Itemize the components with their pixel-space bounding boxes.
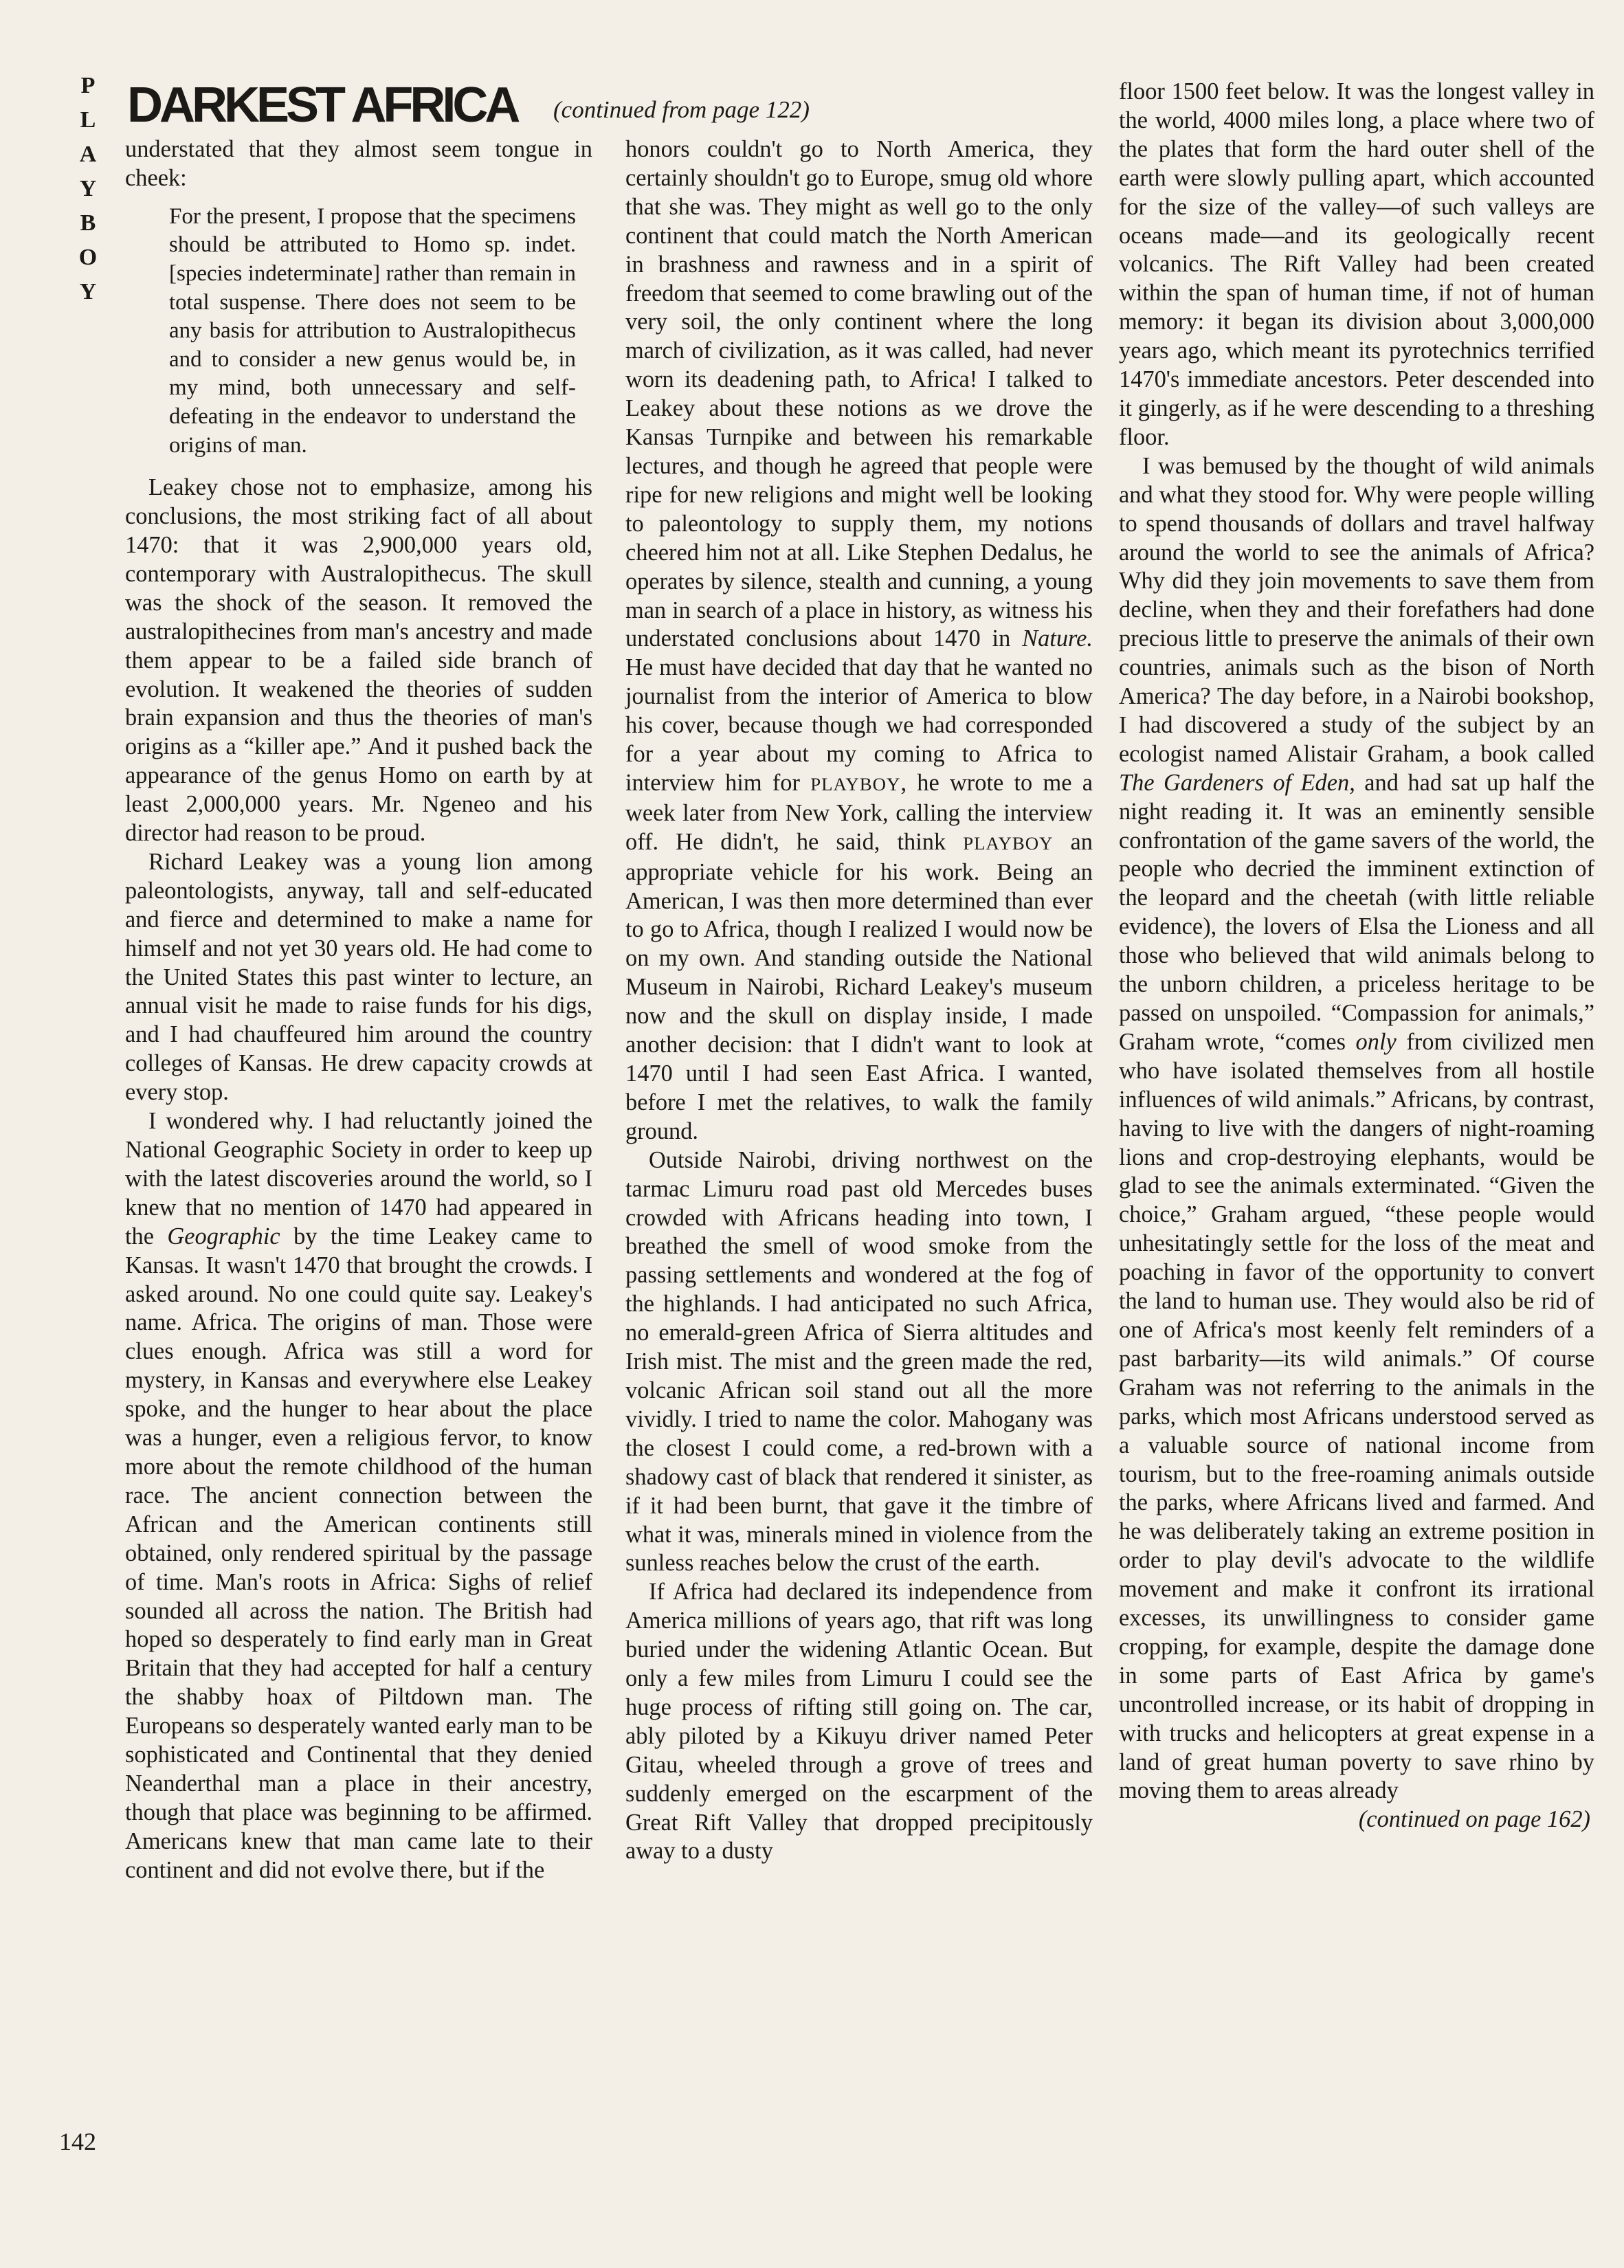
- text-column-2: [625, 135, 1093, 1866]
- text-column-1: [125, 135, 592, 1885]
- masthead-letter: O: [78, 245, 98, 270]
- masthead-playboy: [74, 69, 102, 309]
- block-quote-text: For the present, I propose that the specimens should be attributed to Homo sp. indet. [species indeterminate] rather than remain in total suspense. There does not seem to be any basis for attribution to Australopithecus and to consider a new genus would be, in my mind, both unnecessary and self-defeating in the endeavor to understand the origins of man.: [169, 203, 576, 458]
- page-number: 142: [59, 2128, 96, 2155]
- paragraph: If Africa had declared its independence from America millions of years ago, that rift was long buried under the widening Atlantic Ocean. But only a few miles from Limuru I could see the huge process of rifting still going on. The car, ably piloted by a Kikuyu driver named Peter Gitau, wheeled through a grove of trees and suddenly emerged on the escarpment of the Great Rift Valley that dropped precipitously away to a dusty: [625, 1579, 1093, 1865]
- continued-from-note: (continued from page 122): [553, 96, 810, 123]
- paragraph: honors couldn't go to North America, they certainly shouldn't go to Europe, smug old whore that she was. They might as well go to the only continent that could match the North American in brashness and rawness and in a spirit of freedom that seemed to come brawling out of the very soil, the only continent where the long march of civilization, as it was called, had never worn its deadening path, to Africa! I talked to Leakey about these notions as we drove the Kansas Turnpike and between his remarkable lectures, and though he agreed that people were ripe for new religions and might well be looking to paleontology to supply them, my notions cheered him not at all. Like Stephen Dedalus, he operates by silence, stealth and cunning, a young man in search of a place in history, as witness his understated conclusions about 1470 in Nature. He must have decided that day that he wanted no journalist from the interior of America to blow his cover, because though we had corresponded for a year about my coming to Africa to interview him for PLAYBOY, he wrote to me a week later from New York, calling the interview off. He didn't, he said, think PLAYBOY an appropriate vehicle for his work. Being an American, I was then more determined than ever to go to Africa, though I realized I would now be on my own. And standing outside the National Museum in Nairobi, Richard Leakey's museum now and the skull on display inside, I made another decision: that I didn't want to look at 1470 until I had seen East Africa. I wanted, before I met the relatives, to walk the family ground.: [625, 136, 1093, 1144]
- paragraph: floor 1500 feet below. It was the longest valley in the world, 4000 miles long, a place where two of the plates that form the hard outer shell of the earth were slowly pulling apart, which accounted for the size of the valley—of such valleys are oceans made—and its geologically recent volcanics. The Rift Valley had been created within the span of human time, if not of human memory: it began its division about 3,000,000 years ago, which meant its pyrotechnics terrified 1470's immediate ancestors. Peter descended into it gingerly, as if he were descending to a threshing floor.: [1119, 78, 1594, 450]
- masthead-letter: P: [80, 73, 96, 98]
- paragraph: I wondered why. I had reluctantly joined the National Geographic Society in order to keep up with the latest discoveries around the world, so I knew that no mention of 1470 had appeared in the Geographic by the time Leakey came to Kansas. It wasn't 1470 that brought the crowds. I asked around. No one could quite say. Leakey's name. Africa. The origins of man. Those were clues enough. Africa was still a word for mystery, in Kansas and everywhere else Leakey spoke, and the hunger to hear about the place was a hunger, even a religious fervor, to know more about the remote childhood of the human race. The ancient connection between the African and the American continents still obtained, only rendered spiritual by the passage of time. Man's roots in Africa: Sighs of relief sounded all across the nation. The British had hoped so desperately to find early man in Great Britain that they had accepted for half a century the shabby hoax of Piltdown man. The Europeans so desperately wanted early man to be sophisticated and Continental that they denied Neanderthal man a place in their ancestry, though that place was beginning to be affirmed. Americans knew that man came late to their continent and did not evolve there, but if the: [125, 1108, 592, 1883]
- masthead-letter: Y: [79, 279, 97, 304]
- masthead-letter: A: [79, 142, 97, 167]
- masthead-letter: B: [80, 210, 96, 236]
- paragraph: I was bemused by the thought of wild animals and what they stood for. Why were people willing to spend thousands of dollars and travel halfway around the world to see the animals of Africa? Why did they join movements to save them from decline, when they and their forefathers had done precious little to preserve the animals of their own countries, animals such as the bison of North America? The day before, in a Nairobi bookshop, I had discovered a study of the subject by an ecologist named Alistair Graham, a book called The Gardeners of Eden, and had sat up half the night reading it. It was an eminently sensible confrontation of the game savers of the world, the people who decried the imminent extinction of the leopard and the cheetah (with little reliable evidence), the lovers of Elsa the Lioness and all those who believed that wild animals belong to the unborn children, a priceless heritage to be passed on unspoiled. “Compassion for animals,” Graham wrote, “comes only from civilized men who have isolated themselves from all hostile influences of wild animals.” Africans, by contrast, having to live with the dangers of night-roaming lions and crop-destroying elephants, would be glad to see the animals exterminated. “Given the choice,” Graham argued, “these people would unhesitatingly settle for the loss of the meat and poaching in favor of the opportunity to convert the land to human use. They would also be rid of one of Africa's most keenly felt reminders of a past barbarity—its wild animals.” Of course Graham was not referring to the animals in the parks, which most Africans understood served as a valuable source of national income from tourism, but to the free-roaming animals outside the parks, where Africans lived and farmed. And he was deliberately taking an extreme position in order to play devil's advocate to the wildlife movement and make it confront its irrational excesses, its unwillingness to consider game cropping, for example, despite the damage done in some parts of East Africa by game's uncontrolled increase, or its habit of dropping in with trucks and helicopters at great expense in a land of great human poverty to save rhino by moving them to areas already: [1119, 452, 1594, 1804]
- text-column-3: [1119, 78, 1594, 1834]
- paragraph: understated that they almost seem tongue in cheek:: [125, 136, 592, 191]
- article-headline: DARKEST AFRICA: [127, 78, 518, 133]
- block-quote: [169, 203, 576, 460]
- paragraph: Leakey chose not to emphasize, among his conclusions, the most striking fact of all about 1470: that it was 2,900,000 years old, contemporary with Australopithecus. The skull was the shock of the season. It removed the australopithecines from man's ancestry and made them appear to be a failed side branch of evolution. It weakened the theories of sudden brain expansion and thus the theories of man's origins as a “killer ape.” And it pushed back the appearance of the genus Homo on earth by at least 2,000,000 years. Mr. Ngeneo and his director had reason to be proud.: [125, 474, 592, 847]
- masthead-letter: L: [80, 107, 96, 133]
- continued-on-note: (continued on page 162): [1358, 1806, 1590, 1833]
- masthead-letter: Y: [79, 176, 97, 201]
- paragraph: Richard Leakey was a young lion among paleontologists, anyway, tall and self-educated and fierce and determined to make a name for himself and not yet 30 years old. He had come to the United States this past winter to lecture, an annual visit he made to raise funds for his digs, and I had chauffeured him around the country colleges of Kansas. He drew capacity crowds at every stop.: [125, 848, 592, 1106]
- paragraph: Outside Nairobi, driving northwest on the tarmac Limuru road past old Mercedes buses crowded with Africans heading into town, I breathed the smell of wood smoke from the passing settlements and wondered at the fog of the highlands. I had anticipated no such Africa, no emerald-green Africa of Sierra altitudes and Irish mist. The mist and the green made the red, volcanic African soil stand out all the more vividly. I tried to name the color. Mahogany was the closest I could come, a red-brown with a shadowy cast of black that rendered it sinister, as if it had been burnt, that gave it the timbre of what it was, minerals mined in violence from the sunless reaches below the crust of the earth.: [625, 1146, 1093, 1577]
